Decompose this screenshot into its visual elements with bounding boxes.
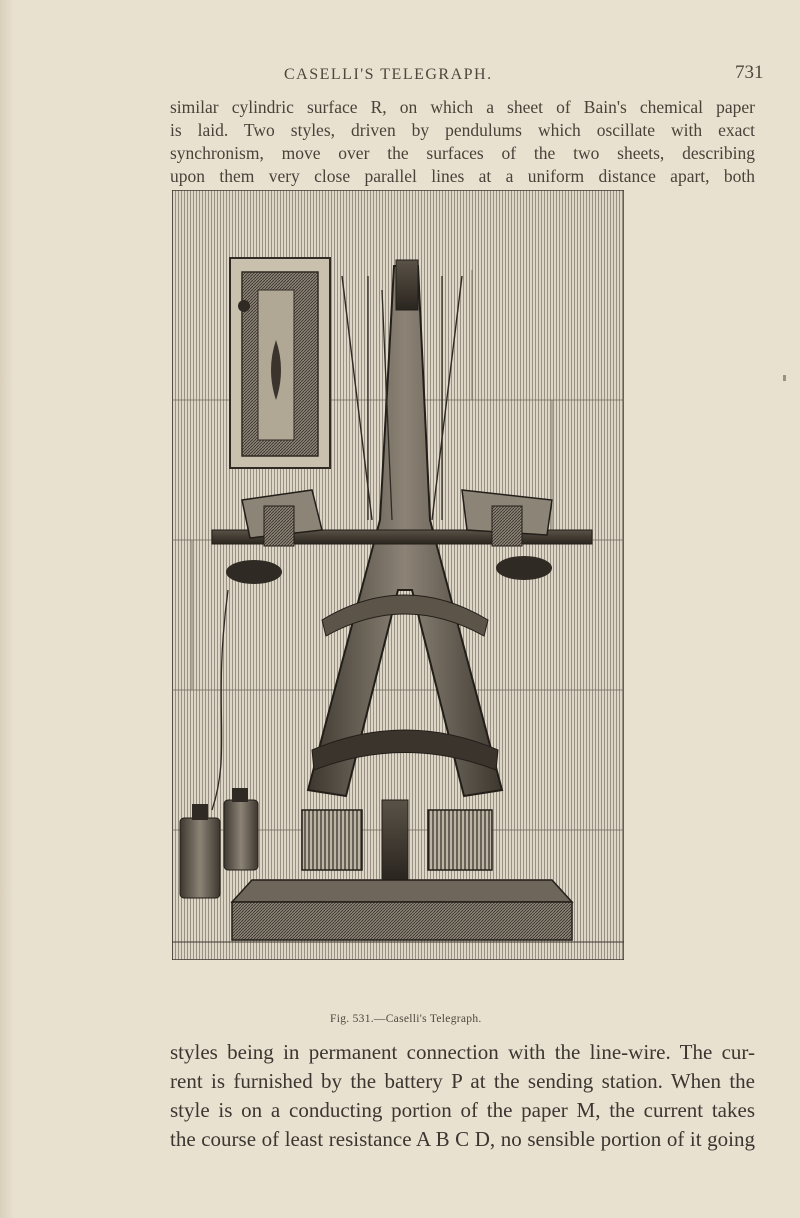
text-line: the course of least resistance A B C D, no sensible portion of it going (170, 1127, 755, 1151)
text-line: is laid. Two styles, driven by pendulums which oscillate with exact (170, 120, 755, 140)
telegraph-engraving (172, 190, 624, 960)
page-number: 731 (735, 62, 764, 83)
scan-mark (783, 375, 786, 381)
running-head: CASELLI'S TELEGRAPH. (284, 66, 493, 83)
paragraph-top (170, 96, 755, 188)
page-header (0, 62, 800, 92)
text-line: style is on a conducting portion of the paper M, the current takes (170, 1098, 755, 1122)
electromagnet-coils (302, 800, 492, 880)
wall-cabinet (230, 258, 330, 468)
text-line: similar cylindric surface R, on which a sheet of Bain's chemical paper (170, 97, 755, 117)
text-line: upon them very close parallel lines at a uniform distance apart, both (170, 166, 755, 186)
page-binding-shadow (0, 0, 14, 1218)
text-line: synchronism, move over the surfaces of the two sheets, describing (170, 143, 755, 163)
paragraph-bottom (170, 1038, 755, 1154)
figure-caption: Fig. 531.—Caselli's Telegraph. (330, 1013, 482, 1025)
text-line: styles being in permanent connection with the line-wire. The cur- (170, 1040, 755, 1064)
text-line: rent is furnished by the battery P at the sending station. When the (170, 1069, 755, 1093)
figure-illustration (172, 190, 624, 960)
